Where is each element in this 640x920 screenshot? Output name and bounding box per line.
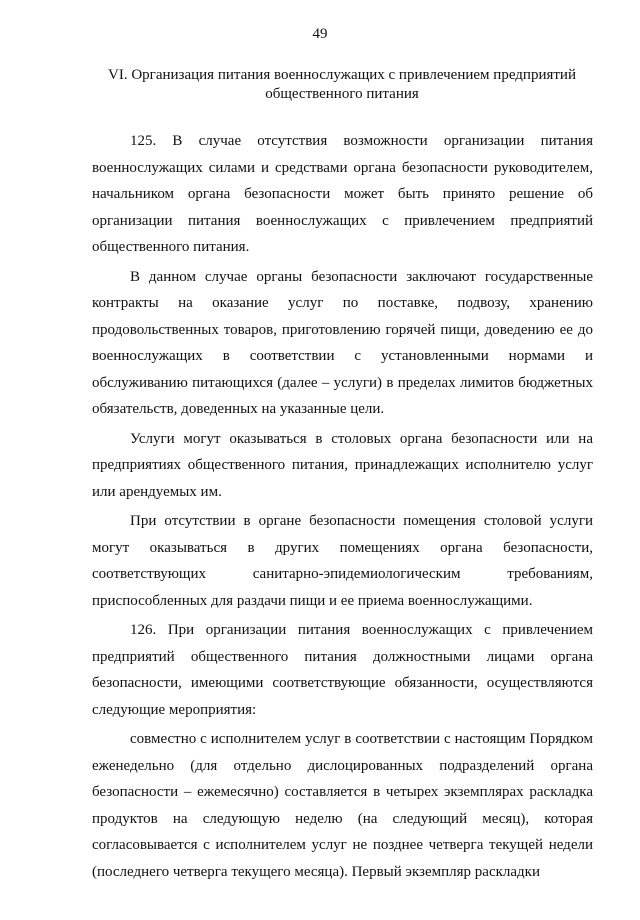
section-heading: VI. Организация питания военнослужащих с привлечением предприятий общественного питания	[108, 67, 576, 102]
body-text	[92, 128, 593, 885]
paragraph-services-location: Услуги могут оказываться в столовых органа безопасности или на предприятиях общественного питания, принадлежащих исполнителю услуг или арендуемых им.	[92, 430, 593, 500]
paragraph-125: 125. В случае отсутствия возможности организации питания военнослужащих силами и средствами органа безопасности руководителем, начальником органа безопасности может быть принято решение об организации питания военнослужащих с привлечением предприятий общественного питания.	[92, 133, 593, 255]
paragraph-contracts: В данном случае органы безопасности заключают государственные контракты на оказание услуг по поставке, подвозу, хранению продовольственных товаров, приготовлению горячей пищи, доведению ее до военнослужащих в соответствии с установленными нормами и обслуживанию питающихся (далее – услуги) в пределах лимитов бюджетных обязательств, доведенных на указанные цели.	[92, 268, 593, 417]
paragraph-126: 126. При организации питания военнослужащих с привлечением предприятий общественного питания должностными лицами органа безопасности, имеющими соответствующие обязанности, осуществляются следующие мероприятия:	[92, 622, 593, 718]
paragraph-menu-layout: совместно с исполнителем услуг в соответствии с настоящим Порядком еженедельно (для отдельно дислоцированных подразделений органа безопасности – ежемесячно) составляется в четырех экземплярах раскладка продуктов на следующую неделю (на следующий месяц), которая согласовывается с исполнителем услуг не позднее четверга текущей недели (последнего четверга текущего месяца). Первый экземпляр раскладки	[92, 731, 593, 880]
paragraph-other-premises: При отсутствии в органе безопасности помещения столовой услуги могут оказываться в других помещениях органа безопасности, соответствующих санитарно-эпидемиологическим требованиям, приспособленных для раздачи пищи и ее приема военнослужащими.	[92, 513, 593, 609]
page-number: 49	[312, 26, 328, 42]
